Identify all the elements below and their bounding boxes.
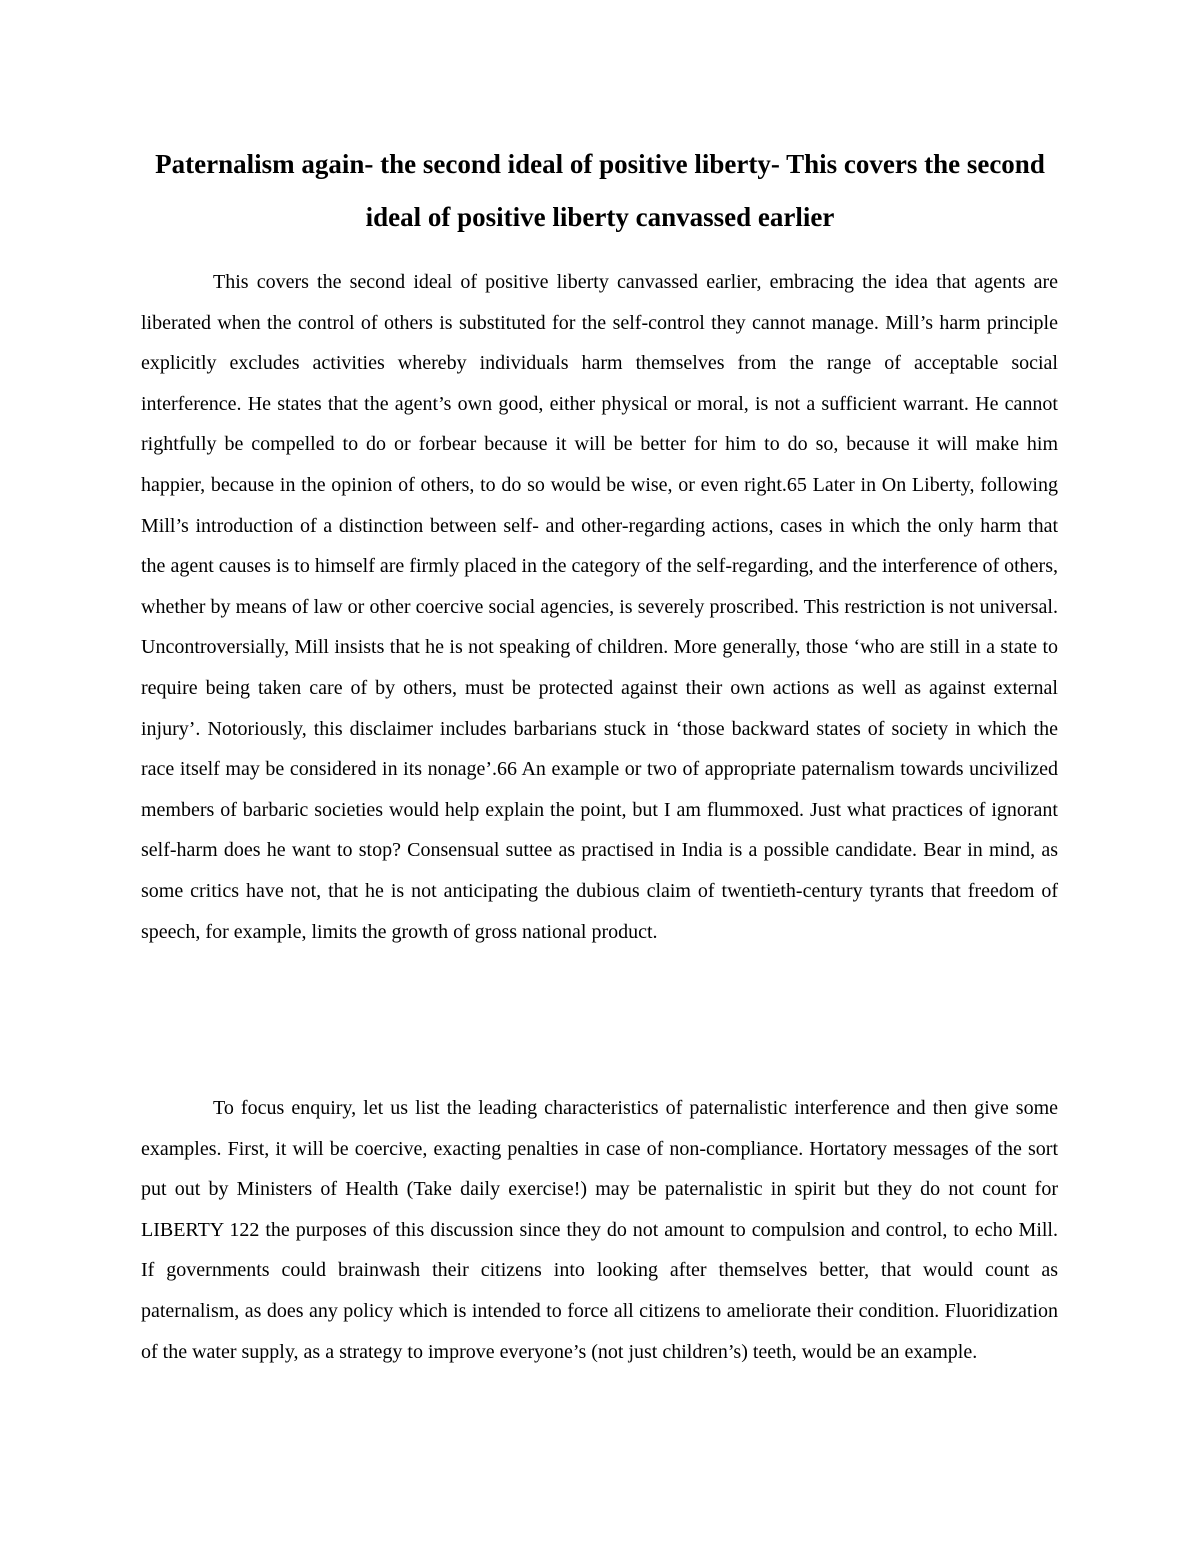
body-paragraph: To focus enquiry, let us list the leading characteristics of paternalistic interference and then give some examples. First, it will be coercive, exacting penalties in case of non-compliance. Hortatory messages of the sort put out by Ministers of Health (Take daily exercise!) may be paternalistic in spirit but they do not count for LIBERTY 122 the purposes of this discussion since they do not amount to compulsion and control, to echo Mill. If governments could brainwash their citizens into looking after themselves better, that would count as paternalism, as does any policy which is intended to force all citizens to ameliorate their condition. Fluoridization of the water supply, as a strategy to improve everyone’s (not just children’s) teeth, would be an example.	[141, 1097, 1058, 1363]
body-paragraph: This covers the second ideal of positive liberty canvassed earlier, embracing the idea that agents are liberated when the control of others is substituted for the self-control they cannot manage. Mill’s harm principle explicitly excludes activities whereby individuals harm themselves from the range of acceptable social interference. He states that the agent’s own good, either physical or moral, is not a sufficient warrant. He cannot rightfully be compelled to do or forbear because it will be better for him to do so, because it will make him happier, because in the opinion of others, to do so would be wise, or even right.65 Later in On Liberty, following Mill’s introduction of a distinction between self- and other-regarding actions, cases in which the only harm that the agent causes is to himself are firmly placed in the category of the self-regarding, and the interference of others, whether by means of law or other coercive social agencies, is severely proscribed. This restriction is not universal. Uncontroversially, Mill insists that he is not speaking of children. More generally, those ‘who are still in a state to require being taken care of by others, must be protected against their own actions as well as against external injury’. Notoriously, this disclaimer includes barbarians stuck in ‘those backward states of society in which the race itself may be considered in its nonage’.66 An example or two of appropriate paternalism towards uncivilized members of barbaric societies would help explain the point, but I am flummoxed. Just what practices of ignorant self-harm does he want to stop? Consensual suttee as practised in India is a possible candidate. Bear in mind, as some critics have not, that he is not anticipating the dubious claim of twentieth-century tyrants that freedom of speech, for example, limits the growth of gross national product.	[141, 271, 1058, 943]
document-title: Paternalism again- the second ideal of positive liberty- This covers the second ideal of positive liberty canvassed earlier	[155, 149, 1045, 232]
